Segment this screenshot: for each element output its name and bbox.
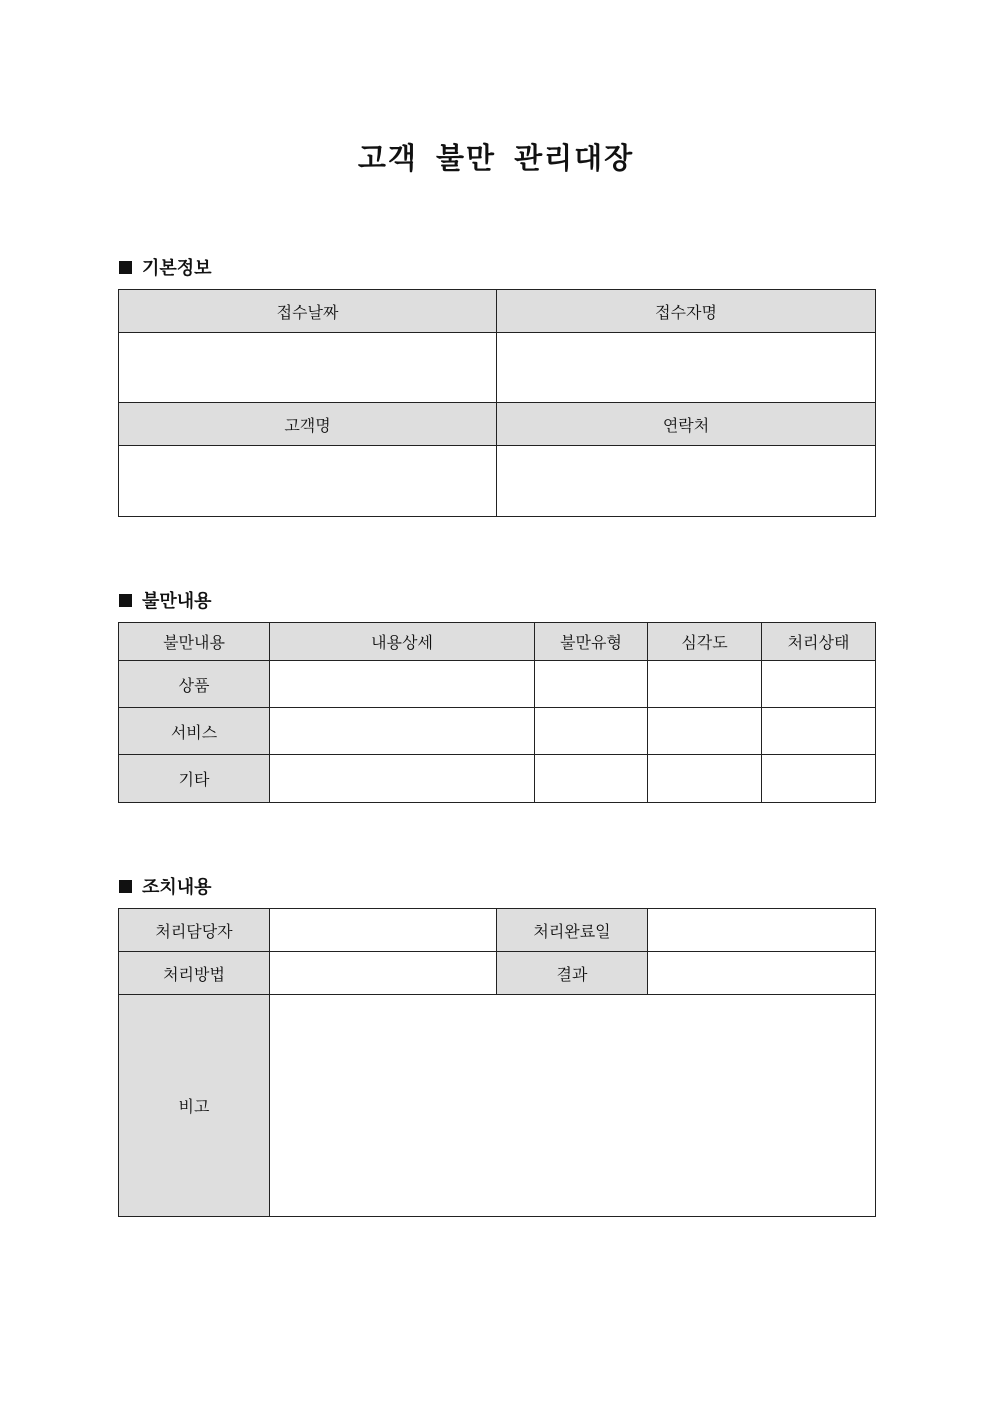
- table-row: [119, 661, 876, 708]
- remarks-label: 비고: [119, 995, 270, 1217]
- contact-header: 연락처: [497, 403, 876, 446]
- type-cell[interactable]: [535, 755, 648, 803]
- complaint-header-type: 불만유형: [535, 623, 648, 661]
- status-cell[interactable]: [762, 755, 876, 803]
- row-label-service: 서비스: [119, 708, 270, 755]
- section-heading-complaint-label: 불만내용: [142, 591, 212, 612]
- severity-cell[interactable]: [648, 708, 762, 755]
- basic-info-table: [118, 289, 876, 517]
- type-cell[interactable]: [535, 661, 648, 708]
- section-heading-basic: [119, 254, 212, 280]
- severity-cell[interactable]: [648, 755, 762, 803]
- result-label: 결과: [497, 952, 648, 995]
- action-table: [118, 908, 876, 1217]
- section-heading-complaint: [119, 587, 212, 613]
- receipt-date-header: 접수날짜: [119, 290, 497, 333]
- handler-label: 처리담당자: [119, 909, 270, 952]
- page-title: 고객 불만 관리대장: [357, 141, 635, 175]
- table-row: [119, 755, 876, 803]
- complaint-header-severity: 심각도: [648, 623, 762, 661]
- remarks-cell[interactable]: [270, 995, 876, 1217]
- status-cell[interactable]: [762, 661, 876, 708]
- square-bullet-icon: [119, 880, 132, 893]
- section-heading-action-label: 조치내용: [142, 877, 212, 898]
- square-bullet-icon: [119, 261, 132, 274]
- complaint-header-status: 처리상태: [762, 623, 876, 661]
- complaint-table: [118, 622, 876, 803]
- completion-date-cell[interactable]: [648, 909, 876, 952]
- method-label: 처리방법: [119, 952, 270, 995]
- complaint-header-detail: 내용상세: [270, 623, 535, 661]
- receiver-header: 접수자명: [497, 290, 876, 333]
- complaint-header-category: 불만내용: [119, 623, 270, 661]
- type-cell[interactable]: [535, 708, 648, 755]
- row-label-product: 상품: [119, 661, 270, 708]
- contact-cell[interactable]: [497, 446, 876, 517]
- completion-date-label: 처리완료일: [497, 909, 648, 952]
- square-bullet-icon: [119, 594, 132, 607]
- row-label-other: 기타: [119, 755, 270, 803]
- receipt-date-cell[interactable]: [119, 333, 497, 403]
- table-row: [119, 708, 876, 755]
- receiver-cell[interactable]: [497, 333, 876, 403]
- detail-cell[interactable]: [270, 755, 535, 803]
- detail-cell[interactable]: [270, 708, 535, 755]
- method-cell[interactable]: [270, 952, 497, 995]
- section-heading-action: [119, 873, 212, 899]
- customer-name-header: 고객명: [119, 403, 497, 446]
- status-cell[interactable]: [762, 708, 876, 755]
- customer-name-cell[interactable]: [119, 446, 497, 517]
- result-cell[interactable]: [648, 952, 876, 995]
- section-heading-basic-label: 기본정보: [142, 258, 212, 279]
- handler-cell[interactable]: [270, 909, 497, 952]
- severity-cell[interactable]: [648, 661, 762, 708]
- detail-cell[interactable]: [270, 661, 535, 708]
